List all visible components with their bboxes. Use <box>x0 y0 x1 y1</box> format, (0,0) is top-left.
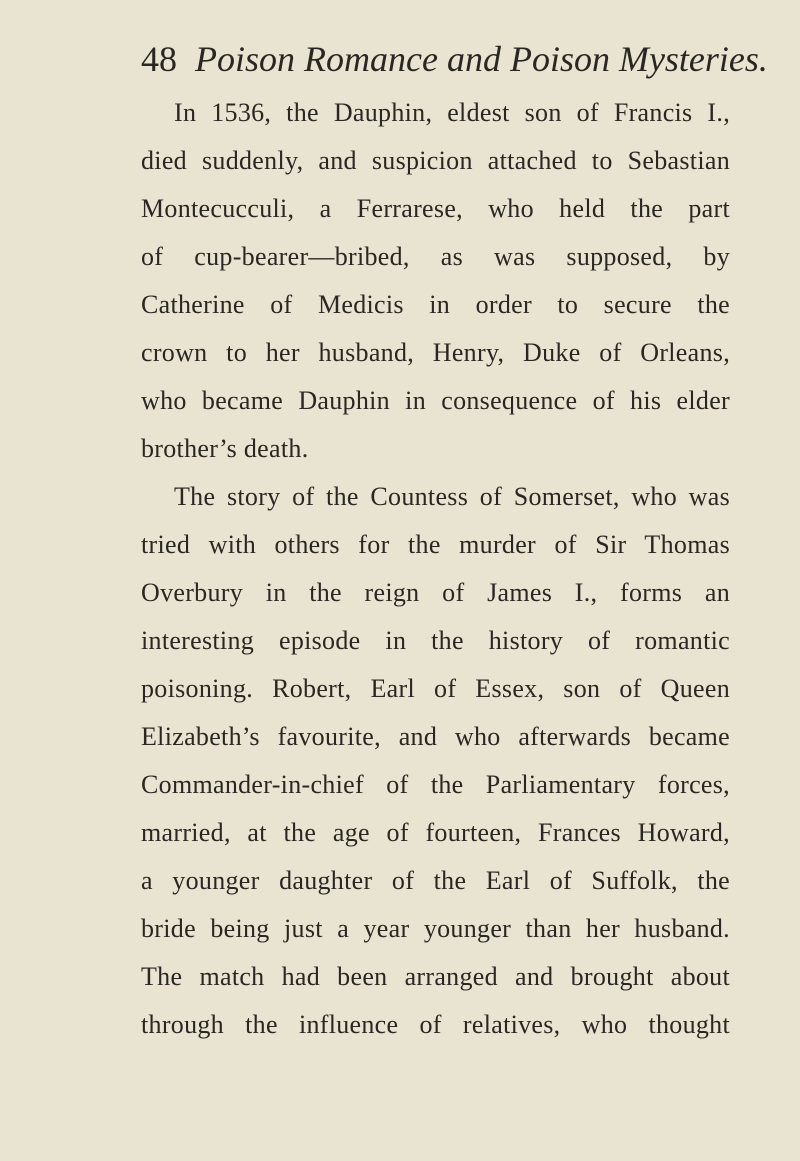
text-line: who became Dauphin in consequence of his elder <box>141 386 730 415</box>
text-line: died suddenly, and suspicion attached to Sebastian <box>141 146 730 175</box>
text-line: of cup-bearer—bribed, as was supposed, by <box>141 242 730 271</box>
text-line: tried with others for the murder of Sir Thomas <box>141 530 730 559</box>
text-line: In 1536, the Dauphin, eldest son of Francis I., <box>174 98 730 127</box>
running-title: Poison Romance and Poison Mysteries. <box>195 39 768 79</box>
text-line: Commander-in-chief of the Parliamentary forces, <box>141 770 730 799</box>
text-line: The match had been arranged and brought about <box>141 962 730 991</box>
text-line: crown to her husband, Henry, Duke of Orleans, <box>141 338 730 367</box>
text-line: through the influence of relatives, who thought <box>141 1010 730 1039</box>
page-number: 48 <box>141 39 177 79</box>
text-line: The story of the Countess of Somerset, who was <box>174 482 730 511</box>
text-line: bride being just a year younger than her husband. <box>141 914 730 943</box>
text-line: brother’s death. <box>141 434 309 463</box>
text-line: a younger daughter of the Earl of Suffolk, the <box>141 866 730 895</box>
text-line: interesting episode in the history of romantic <box>141 626 730 655</box>
text-line: Catherine of Medicis in order to secure the <box>141 290 730 319</box>
text-line: poisoning. Robert, Earl of Essex, son of Queen <box>141 674 730 703</box>
running-head <box>141 34 768 84</box>
text-line: Montecucculi, a Ferrarese, who held the part <box>141 194 730 223</box>
text-line: Overbury in the reign of James I., forms an <box>141 578 730 607</box>
text-line: married, at the age of fourteen, Frances Howard, <box>141 818 730 847</box>
text-line: Elizabeth’s favourite, and who afterwards became <box>141 722 730 751</box>
